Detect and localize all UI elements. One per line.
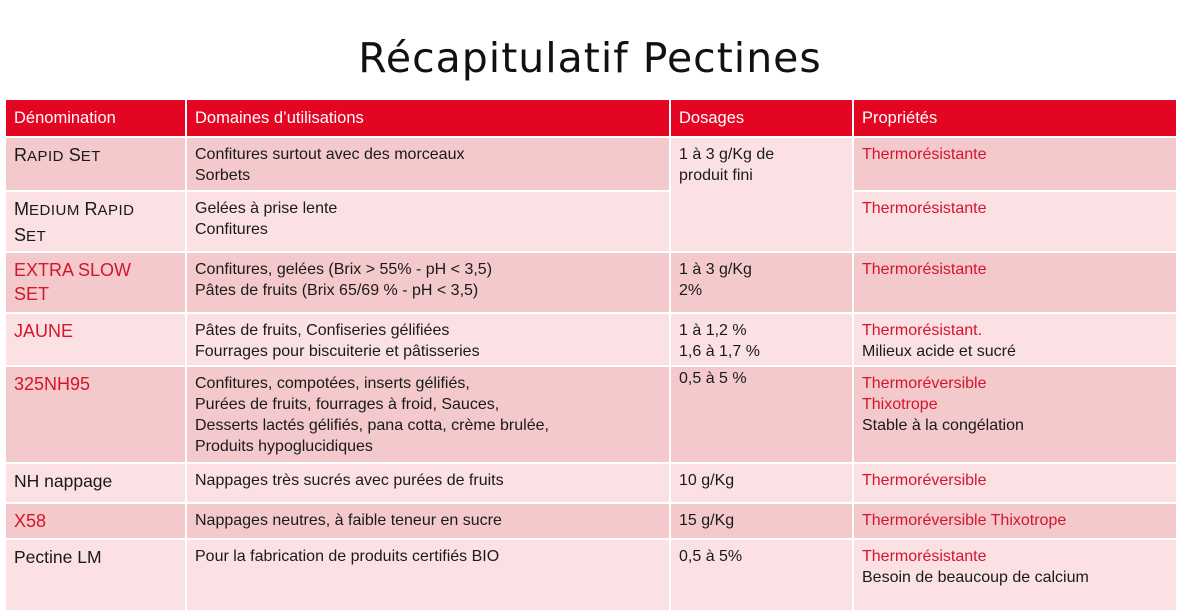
dosage-line: 1,6 à 1,7 % xyxy=(679,343,760,360)
row-domaines xyxy=(186,313,670,366)
dosage-line: 10 g/Kg xyxy=(679,472,735,489)
propriete-line: Thermorésistant. xyxy=(862,322,983,339)
row-proprietes xyxy=(853,539,1177,611)
row-dosages xyxy=(670,503,853,539)
table-row xyxy=(5,252,1177,313)
dosage-line: 0,5 à 5 % xyxy=(679,370,747,387)
propriete-line: Thermorésistante xyxy=(862,200,987,217)
row-dosages xyxy=(670,539,853,611)
row-dosages xyxy=(670,366,853,463)
table-row xyxy=(5,313,1177,366)
row-domaines xyxy=(186,463,670,503)
domaine-line: Pour la fabrication de produits certifiés BIO xyxy=(195,548,500,565)
table-row xyxy=(5,366,1177,463)
row-domaines xyxy=(186,539,670,611)
propriete-line: Thermoréversible xyxy=(862,375,987,392)
domaine-line: Purées de fruits, fourrages à froid, Sauces, xyxy=(195,396,500,413)
dosage-line: 1 à 1,2 % xyxy=(679,322,747,339)
row-name xyxy=(5,313,186,366)
row-name xyxy=(5,539,186,611)
domaine-line: Produits hypoglucidiques xyxy=(195,438,373,455)
name-line: 325NH95 xyxy=(14,374,91,394)
header-domaines: Domaines d’utilisations xyxy=(186,99,670,137)
dosage-line: 2% xyxy=(679,282,703,299)
row-proprietes xyxy=(853,313,1177,366)
row-domaines xyxy=(186,137,670,191)
row-proprietes xyxy=(853,366,1177,463)
row-proprietes xyxy=(853,137,1177,191)
table-row xyxy=(5,463,1177,503)
row-proprietes xyxy=(853,252,1177,313)
domaine-line: Pâtes de fruits, Confiseries gélifiées xyxy=(195,322,450,339)
propriete-line: Thermoréversible xyxy=(862,472,987,489)
domaine-line: Confitures, compotées, inserts gélifiés, xyxy=(195,375,470,392)
row-domaines xyxy=(186,252,670,313)
domaine-line: Fourrages pour biscuiterie et pâtisseries xyxy=(195,343,480,360)
domaine-line: Sorbets xyxy=(195,167,251,184)
row-name-smallcaps: RAPID SET xyxy=(14,145,101,165)
domaine-line: Confitures xyxy=(195,221,268,238)
dosage-line: 1 à 3 g/Kg xyxy=(679,261,752,278)
domaine-line: Confitures, gelées (Brix > 55% - pH < 3,5) xyxy=(195,261,493,278)
name-line: SET xyxy=(14,284,50,304)
table-header-row xyxy=(5,99,1177,137)
domaine-line: Confitures surtout avec des morceaux xyxy=(195,146,465,163)
header-proprietes: Propriétés xyxy=(853,99,1177,137)
page-title: Récapitulatif Pectines xyxy=(358,34,822,82)
domaine-line: Gelées à prise lente xyxy=(195,200,338,217)
row-name-smallcaps: MEDIUM RAPID SET xyxy=(14,199,135,245)
row-domaines xyxy=(186,191,670,252)
propriete-line: Thixotrope xyxy=(862,396,938,413)
propriete-line: Thermoréversible Thixotrope xyxy=(862,512,1067,529)
row-proprietes xyxy=(853,463,1177,503)
domaine-line: Nappages très sucrés avec purées de fruits xyxy=(195,472,504,489)
row-proprietes xyxy=(853,191,1177,252)
propriete-line: Thermorésistante xyxy=(862,261,987,278)
pectin-summary-table xyxy=(4,98,1178,612)
table-row xyxy=(5,539,1177,611)
header-dosages: Dosages xyxy=(670,99,853,137)
row-dosages xyxy=(670,252,853,313)
row-name xyxy=(5,463,186,503)
row-name xyxy=(5,191,186,252)
propriete-line: Thermorésistante xyxy=(862,146,987,163)
row-proprietes xyxy=(853,503,1177,539)
row-name xyxy=(5,137,186,191)
table-row xyxy=(5,137,1177,191)
name-line: JAUNE xyxy=(14,321,74,341)
table-row xyxy=(5,503,1177,539)
name-line: EXTRA SLOW xyxy=(14,260,132,280)
domaine-line: Nappages neutres, à faible teneur en sucre xyxy=(195,512,502,529)
propriete-line: Thermorésistante xyxy=(862,548,987,565)
row-domaines xyxy=(186,366,670,463)
name-line: Pectine LM xyxy=(14,547,102,567)
domaine-line: Desserts lactés gélifiés, pana cotta, crème brulée, xyxy=(195,417,549,434)
propriete-line: Stable à la congélation xyxy=(862,417,1024,434)
table-row xyxy=(5,191,1177,252)
row-name xyxy=(5,252,186,313)
propriete-line: Milieux acide et sucré xyxy=(862,343,1016,360)
propriete-line: Besoin de beaucoup de calcium xyxy=(862,569,1089,586)
row-domaines xyxy=(186,503,670,539)
row-dosages xyxy=(670,137,853,252)
dosage-line: 15 g/Kg xyxy=(679,512,735,529)
name-line: NH nappage xyxy=(14,471,113,491)
dosage-line: 1 à 3 g/Kg de xyxy=(679,146,775,163)
row-dosages xyxy=(670,463,853,503)
dosage-line: 0,5 à 5% xyxy=(679,548,743,565)
name-line: X58 xyxy=(14,511,47,531)
row-name xyxy=(5,366,186,463)
dosage-line: produit fini xyxy=(679,167,753,184)
row-dosages xyxy=(670,313,853,366)
row-name xyxy=(5,503,186,539)
header-denomination: Dénomination xyxy=(5,99,186,137)
domaine-line: Pâtes de fruits (Brix 65/69 % - pH < 3,5) xyxy=(195,282,479,299)
